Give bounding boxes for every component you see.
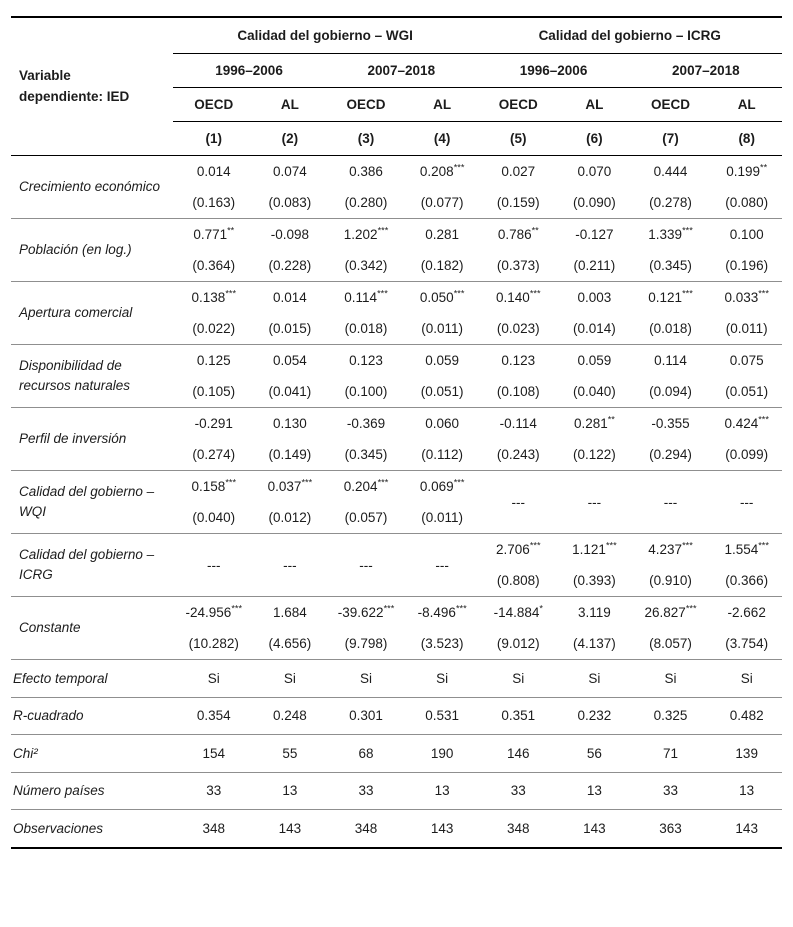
coefficient-row: [11, 408, 782, 440]
stderr-cell: (3.754): [711, 628, 782, 660]
variable-name-cell: [11, 282, 173, 345]
summary-value: Si: [711, 660, 782, 698]
stderr-cell: (0.022): [173, 313, 255, 345]
summary-value: 348: [507, 821, 530, 837]
coefficient-cell: 1.554***: [724, 540, 769, 557]
significance-stars: ***: [225, 477, 237, 488]
summary-value: 0.232: [559, 697, 630, 735]
significance-stars: ***: [682, 288, 693, 299]
summary-value: 143: [583, 821, 606, 837]
summary-value: 0.248: [255, 697, 326, 735]
coefficient-cell: 0.140***: [496, 288, 541, 305]
dependent-variable-header-cell: [11, 17, 173, 156]
omitted-cell: ---: [173, 534, 255, 597]
stderr-cell: (0.196): [711, 250, 782, 282]
stderr-cell: (0.051): [407, 376, 478, 408]
sample-header: AL: [559, 88, 630, 122]
coefficient-cell: 0.130: [273, 416, 307, 431]
summary-row: [11, 697, 782, 735]
summary-value: 139: [711, 735, 782, 773]
stderr-cell: (0.094): [630, 376, 712, 408]
stderr-cell: (0.294): [630, 439, 712, 471]
summary-value: 33: [477, 772, 559, 810]
stderr-cell: (4.656): [255, 628, 326, 660]
coefficient-cell: 0.786**: [497, 225, 539, 242]
variable-name-cell: [11, 471, 173, 534]
coefficient-row: [11, 471, 782, 503]
significance-stars: ***: [231, 603, 243, 614]
coefficient-cell: 0.014: [273, 290, 307, 305]
sample-header: AL: [711, 88, 782, 122]
column-number: (4): [433, 131, 451, 146]
significance-stars: ***: [383, 603, 395, 614]
significance-stars: ***: [377, 477, 389, 488]
sample-header: AL: [255, 88, 326, 122]
summary-value: Si: [325, 660, 407, 698]
stderr-cell: (0.112): [407, 439, 478, 471]
stderr-cell: (4.137): [559, 628, 630, 660]
variable-name-cell: [11, 219, 173, 282]
period-header: 1996–2006: [477, 54, 629, 88]
summary-value: 0.354: [173, 697, 255, 735]
variable-name-cell: [11, 408, 173, 471]
coefficient-cell: 0.037***: [267, 477, 313, 494]
stderr-cell: (0.393): [559, 565, 630, 597]
summary-value: 154: [173, 735, 255, 773]
coefficient-cell: 0.424***: [724, 414, 769, 431]
variable-name-label: Constante: [19, 620, 81, 636]
stderr-cell: (0.163): [173, 187, 255, 219]
coefficient-cell: -0.114: [499, 416, 537, 431]
omitted-cell: ---: [407, 534, 478, 597]
coefficient-cell: -2.662: [727, 605, 766, 620]
coefficient-cell: -39.622***: [337, 603, 395, 620]
coefficient-cell: -0.098: [270, 227, 310, 242]
summary-value: 143: [278, 821, 302, 837]
coefficient-row: [11, 345, 782, 377]
variable-name-label: Calidad del gobierno – ICRG: [19, 547, 155, 582]
coefficient-cell: 0.281: [425, 227, 460, 242]
variable-name-cell: [11, 597, 173, 660]
significance-stars: ***: [605, 540, 617, 551]
coefficient-cell: 0.075: [729, 353, 764, 368]
coefficient-cell: 0.060: [425, 416, 460, 431]
stderr-cell: (0.023): [477, 313, 559, 345]
summary-row: [11, 660, 782, 698]
summary-name-label: Número países: [13, 783, 105, 799]
coefficient-cell: 0.204***: [343, 477, 389, 494]
summary-value: 348: [354, 821, 378, 837]
summary-name-cell: [11, 772, 173, 810]
stderr-cell: (0.018): [630, 313, 712, 345]
coefficient-cell: 0.050***: [419, 288, 465, 305]
coefficient-cell: 0.121***: [648, 288, 693, 305]
summary-row: [11, 772, 782, 810]
significance-stars: **: [531, 225, 539, 236]
summary-value: 0.531: [407, 697, 478, 735]
significance-stars: ***: [453, 288, 465, 299]
stderr-cell: (0.040): [559, 376, 630, 408]
summary-name-label: Observaciones: [13, 820, 104, 836]
omitted-cell: ---: [325, 534, 407, 597]
coefficient-cell: 0.771**: [193, 225, 235, 242]
summary-value: Si: [173, 660, 255, 698]
summary-name-cell: [11, 810, 173, 848]
stderr-cell: (0.057): [325, 502, 407, 534]
stderr-cell: (0.345): [630, 250, 712, 282]
significance-stars: ***: [685, 603, 697, 614]
coefficient-cell: 0.014: [196, 164, 231, 179]
coefficient-cell: 3.119: [578, 605, 611, 620]
summary-name-cell: [11, 660, 173, 698]
significance-stars: *: [539, 603, 543, 614]
summary-name-label: Chi²: [13, 745, 38, 761]
coefficient-cell: 1.121***: [572, 540, 617, 557]
stderr-cell: (0.083): [255, 187, 326, 219]
stderr-cell: (0.274): [173, 439, 255, 471]
coefficient-cell: 2.706***: [496, 540, 541, 557]
stderr-cell: (0.342): [325, 250, 407, 282]
summary-value: 0.325: [630, 697, 712, 735]
significance-stars: ***: [758, 414, 769, 425]
significance-stars: ***: [455, 603, 467, 614]
stderr-cell: (0.011): [407, 502, 478, 534]
stderr-cell: (0.077): [407, 187, 478, 219]
coefficient-row: [11, 534, 782, 566]
significance-stars: ***: [529, 288, 541, 299]
significance-stars: **: [760, 162, 768, 173]
significance-stars: ***: [453, 162, 465, 173]
summary-name-label: Efecto temporal: [13, 670, 108, 686]
coefficient-cell: 0.123: [501, 353, 536, 368]
coefficient-cell: -0.291: [194, 416, 233, 431]
coefficient-cell: 0.069***: [419, 477, 465, 494]
significance-stars: ***: [758, 288, 769, 299]
stderr-cell: (0.122): [559, 439, 630, 471]
sample-header: OECD: [325, 88, 407, 122]
coefficient-cell: -24.956***: [185, 603, 243, 620]
summary-value: 0.482: [711, 697, 782, 735]
column-number: (2): [281, 131, 299, 146]
stderr-cell: (0.100): [325, 376, 407, 408]
column-number: (3): [357, 131, 375, 146]
stderr-cell: (0.182): [407, 250, 478, 282]
coefficient-cell: 0.123: [349, 353, 383, 368]
stderr-cell: (8.057): [630, 628, 712, 660]
stderr-cell: (0.012): [255, 502, 326, 534]
stderr-cell: (10.282): [173, 628, 255, 660]
group-header-icrg: Calidad del gobierno – ICRG: [477, 17, 782, 54]
summary-value: 33: [325, 772, 407, 810]
significance-stars: ***: [377, 225, 389, 236]
coefficient-cell: 0.100: [729, 227, 764, 242]
coefficient-cell: 0.444: [653, 164, 688, 179]
significance-stars: ***: [682, 225, 693, 236]
summary-value: 363: [659, 821, 682, 837]
sample-header: OECD: [173, 88, 255, 122]
coefficient-cell: -14.884*: [493, 603, 543, 620]
variable-name-label: Perfil de inversión: [19, 431, 127, 447]
coefficient-cell: 0.003: [577, 290, 612, 305]
stderr-cell: (0.051): [711, 376, 782, 408]
coefficient-cell: 0.074: [273, 164, 307, 179]
stderr-cell: (0.149): [255, 439, 326, 471]
summary-value: 71: [630, 735, 712, 773]
summary-value: Si: [630, 660, 712, 698]
summary-value: 33: [630, 772, 712, 810]
coefficient-cell: 0.281**: [573, 414, 615, 431]
summary-row: [11, 735, 782, 773]
stderr-cell: (0.108): [477, 376, 559, 408]
summary-value: 13: [407, 772, 478, 810]
period-header: 1996–2006: [173, 54, 325, 88]
stderr-cell: (0.278): [630, 187, 712, 219]
sample-header: OECD: [630, 88, 712, 122]
variable-name-label: Calidad del gobierno – WQI: [19, 484, 155, 519]
column-number: (8): [738, 131, 755, 146]
coefficient-cell: 1.202***: [343, 225, 389, 242]
summary-value: 348: [202, 821, 226, 837]
dependent-variable-label: Variable dependiente: IED: [19, 67, 130, 104]
summary-value: Si: [255, 660, 326, 698]
coefficient-cell: 0.059: [425, 353, 460, 368]
omitted-cell: ---: [559, 471, 630, 534]
stderr-cell: (0.018): [325, 313, 407, 345]
coefficient-cell: 0.208***: [419, 162, 465, 179]
stderr-cell: (9.798): [325, 628, 407, 660]
significance-stars: ***: [453, 477, 465, 488]
coefficient-cell: 4.237***: [648, 540, 693, 557]
variable-name-cell: [11, 345, 173, 408]
coefficient-cell: -0.127: [575, 227, 614, 242]
summary-value: 13: [711, 772, 782, 810]
coefficient-row: [11, 597, 782, 629]
column-number: (7): [662, 131, 679, 146]
stderr-cell: (0.099): [711, 439, 782, 471]
coefficient-cell: 26.827***: [644, 603, 697, 620]
significance-stars: **: [227, 225, 235, 236]
coefficient-cell: 0.199**: [726, 162, 768, 179]
table-header: [11, 17, 782, 156]
coefficient-row: [11, 156, 782, 188]
omitted-cell: ---: [477, 471, 559, 534]
summary-value: 56: [559, 735, 630, 773]
coefficient-cell: 0.386: [349, 164, 383, 179]
variable-name-label: Disponibilidad de recursos naturales: [19, 358, 131, 393]
stderr-cell: (3.523): [407, 628, 478, 660]
regression-results-table: [11, 16, 782, 849]
coefficient-cell: 0.059: [577, 353, 612, 368]
variable-name-label: Apertura comercial: [19, 305, 133, 321]
significance-stars: ***: [758, 540, 769, 551]
stderr-cell: (0.280): [325, 187, 407, 219]
table-body: [11, 156, 782, 848]
stderr-cell: (0.080): [711, 187, 782, 219]
stderr-cell: (9.012): [477, 628, 559, 660]
summary-value: 0.301: [325, 697, 407, 735]
coefficient-cell: 0.125: [196, 353, 231, 368]
coefficient-cell: 0.138***: [191, 288, 237, 305]
coefficient-row: [11, 219, 782, 251]
stderr-cell: (0.364): [173, 250, 255, 282]
coefficient-cell: 0.114***: [344, 288, 388, 305]
sample-header: AL: [407, 88, 478, 122]
group-header-row: [11, 17, 782, 54]
stderr-cell: (0.373): [477, 250, 559, 282]
omitted-cell: ---: [630, 471, 712, 534]
group-header-wgi: Calidad del gobierno – WGI: [173, 17, 478, 54]
summary-value: 68: [325, 735, 407, 773]
significance-stars: ***: [301, 477, 313, 488]
column-number: (6): [586, 131, 603, 146]
stderr-cell: (0.090): [559, 187, 630, 219]
stderr-cell: (0.366): [711, 565, 782, 597]
coefficient-cell: 0.033***: [724, 288, 769, 305]
summary-value: 13: [559, 772, 630, 810]
coefficient-cell: -0.355: [651, 416, 690, 431]
stderr-cell: (0.011): [407, 313, 478, 345]
coefficient-cell: 0.070: [577, 164, 612, 179]
variable-name-label: Población (en log.): [19, 242, 132, 258]
omitted-cell: ---: [711, 471, 782, 534]
summary-value: 146: [477, 735, 559, 773]
omitted-cell: ---: [255, 534, 326, 597]
summary-value: 13: [255, 772, 326, 810]
summary-value: 33: [173, 772, 255, 810]
period-header: 2007–2018: [630, 54, 782, 88]
stderr-cell: (0.228): [255, 250, 326, 282]
variable-name-cell: [11, 156, 173, 219]
coefficient-cell: 0.158***: [191, 477, 237, 494]
coefficient-cell: 0.114: [654, 353, 687, 368]
significance-stars: **: [607, 414, 615, 425]
significance-stars: ***: [529, 540, 541, 551]
coefficient-cell: -8.496***: [417, 603, 467, 620]
stderr-cell: (0.011): [711, 313, 782, 345]
summary-name-label: R-cuadrado: [13, 708, 84, 724]
stderr-cell: (0.345): [325, 439, 407, 471]
stderr-cell: (0.014): [559, 313, 630, 345]
summary-value: 143: [430, 821, 454, 837]
summary-name-cell: [11, 735, 173, 773]
summary-value: 190: [407, 735, 478, 773]
variable-name-label: Crecimiento económico: [19, 179, 161, 195]
summary-value: 0.351: [477, 697, 559, 735]
column-number: (5): [510, 131, 527, 146]
summary-value: Si: [477, 660, 559, 698]
stderr-cell: (0.159): [477, 187, 559, 219]
stderr-cell: (0.105): [173, 376, 255, 408]
summary-value: 55: [255, 735, 326, 773]
sample-header: OECD: [477, 88, 559, 122]
stderr-cell: (0.041): [255, 376, 326, 408]
stderr-cell: (0.211): [559, 250, 630, 282]
coefficient-cell: 0.027: [501, 164, 536, 179]
coefficient-cell: 1.339***: [648, 225, 693, 242]
period-header: 2007–2018: [325, 54, 477, 88]
coefficient-row: [11, 282, 782, 314]
summary-name-cell: [11, 697, 173, 735]
coefficient-cell: 1.684: [273, 605, 307, 620]
coefficient-cell: -0.369: [346, 416, 386, 431]
summary-value: 143: [735, 821, 758, 837]
stderr-cell: (0.040): [173, 502, 255, 534]
stderr-cell: (0.808): [477, 565, 559, 597]
summary-value: Si: [559, 660, 630, 698]
significance-stars: ***: [225, 288, 237, 299]
summary-value: Si: [407, 660, 478, 698]
variable-name-cell: [11, 534, 173, 597]
stderr-cell: (0.015): [255, 313, 326, 345]
summary-row: [11, 810, 782, 848]
column-number: (1): [205, 131, 223, 146]
coefficient-cell: 0.054: [273, 353, 307, 368]
stderr-cell: (0.243): [477, 439, 559, 471]
stderr-cell: (0.910): [630, 565, 712, 597]
significance-stars: ***: [377, 288, 388, 299]
significance-stars: ***: [682, 540, 693, 551]
